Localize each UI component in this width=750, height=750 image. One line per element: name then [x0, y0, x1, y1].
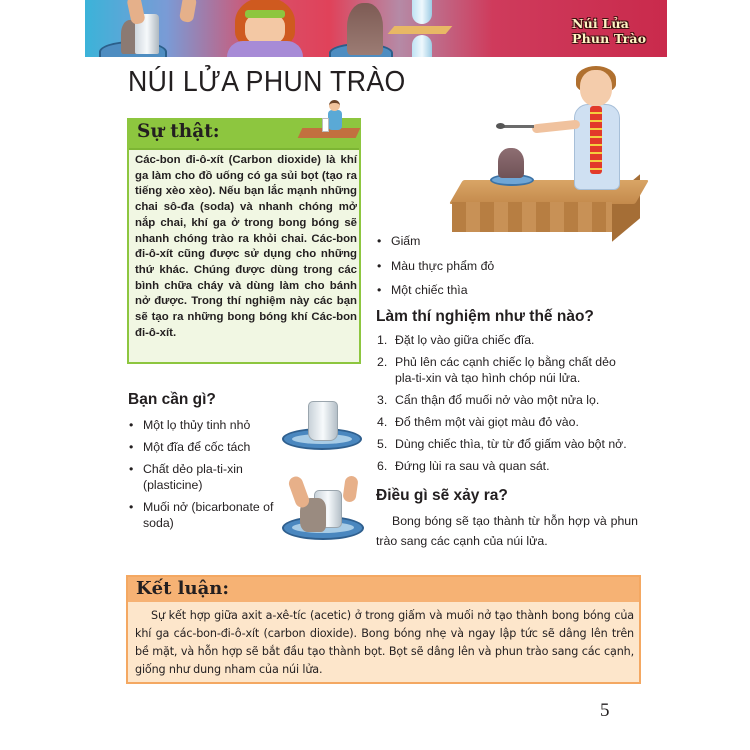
jar-on-plate-illustration — [282, 398, 362, 458]
table-illustration — [298, 128, 361, 138]
boy-head-illustration — [329, 100, 340, 111]
banner-illustration-volcano — [347, 3, 383, 55]
needs-list — [128, 417, 288, 537]
method-step — [376, 392, 638, 408]
boy-with-soda-illustration — [300, 100, 362, 148]
step-number: 4. — [377, 415, 388, 429]
banner-illustration-glasses — [245, 10, 285, 18]
needs-item: • Giấm — [376, 233, 636, 258]
page-title: NÚI LỬA PHUN TRÀO — [128, 66, 406, 98]
conclusion-box — [126, 575, 641, 684]
step-number: 2. — [377, 355, 388, 369]
volcano-model-illustration — [498, 148, 524, 178]
banner-illustration-card — [388, 26, 453, 34]
step-text: Dùng chiếc thìa, từ từ đổ giấm vào bột nở. — [395, 437, 627, 451]
step-number: 6. — [377, 459, 388, 473]
glass-jar-icon — [308, 401, 338, 441]
hand-illustration — [287, 475, 311, 510]
boy-body-illustration — [328, 110, 342, 130]
table-illustration — [452, 202, 612, 232]
step-number: 3. — [377, 393, 388, 407]
banner-illustration-bottle — [412, 0, 432, 24]
needs-item: • Một chiếc thìa — [376, 282, 636, 307]
soda-bottle-icon — [322, 118, 329, 132]
method-step — [376, 458, 638, 474]
step-text: Đặt lọ vào giữa chiếc đĩa. — [395, 333, 535, 347]
conclusion-title: Kết luận: — [136, 578, 229, 599]
page-number: 5 — [600, 700, 610, 721]
fact-box-title: Sự thật: — [137, 121, 220, 142]
banner-illustration-kid-shirt — [227, 41, 303, 57]
scarf-illustration — [590, 106, 602, 174]
girl-head-illustration — [580, 70, 612, 106]
method-steps — [376, 332, 638, 480]
spoon-icon — [502, 125, 534, 128]
needs-item: • Một lọ thủy tinh nhỏ — [128, 417, 288, 433]
step-number: 5. — [377, 437, 388, 451]
needs-item: • Một đĩa để cốc tách — [128, 439, 288, 455]
needs-item: • Màu thực phẩm đỏ — [376, 258, 636, 283]
needs-list-continued — [376, 233, 636, 307]
fact-box-body: Các-bon đi-ô-xít (Carbon dioxide) là khí ga làm cho đồ uống có ga sủi bọt (tạo ra tiếng xèo xèo). Nếu bạn lắc mạnh những chai sô-đa (soda) và nhanh chóng mở nắp chai, khí ga ở trong bong bóng sẽ nhanh chóng trào ra khỏi chai. Các-bon đi-ô-xít cũng được sử dụng cho những thứ khác. Chúng được dùng trong các bình chữa cháy và dùng làm cho bánh nở được. Trong thí nghiệm này các bạn sẽ tạo ra những bong bóng khí Các-bon đi-ô-xít. — [135, 154, 357, 339]
covering-jar-illustration — [282, 476, 364, 546]
result-body: Bong bóng sẽ tạo thành từ hỗn hợp và phun trào sang các cạnh của núi lửa. — [376, 514, 638, 548]
hand-illustration — [342, 475, 358, 503]
girl-pouring-vinegar-illustration — [450, 62, 645, 232]
banner-illustration-bottle — [412, 35, 432, 57]
needs-item: • Chất dẻo pla-ti-xin (plasticine) — [128, 461, 288, 493]
method-step — [376, 354, 638, 386]
step-text: Đổ thêm một vài giọt màu đỏ vào. — [395, 415, 579, 429]
method-heading: Làm thí nghiệm như thế nào? — [376, 308, 594, 325]
result-heading: Điều gì sẽ xảy ra? — [376, 487, 508, 504]
banner-illustration-hand — [179, 0, 197, 23]
method-step — [376, 414, 638, 430]
fact-box — [127, 118, 361, 364]
step-text: Đứng lùi ra sau và quan sát. — [395, 459, 550, 473]
needs-item: • Muối nở (bicarbonate of soda) — [128, 499, 288, 531]
banner-title: Núi Lửa Phun Trào — [572, 16, 647, 46]
header-banner — [85, 0, 667, 57]
step-text: Phủ lên các cạnh chiếc lọ bằng chất dẻo pla-ti-xin và tạo hình chóp núi lửa. — [395, 355, 616, 385]
method-step — [376, 332, 638, 348]
needs-heading: Bạn cần gì? — [128, 391, 216, 408]
method-step — [376, 436, 638, 452]
step-number: 1. — [377, 333, 388, 347]
conclusion-body: Sự kết hợp giữa axit a-xê-tíc (acetic) ở trong giấm và muối nở tạo thành bong bóng của khí ga các-bon-đi-ô-xít (carbon dioxide). Bong bóng nhẹ và ngay lập tức sẽ dâng lên trên bề mặt, và hỗn hợp sẽ bắt đầu tạo thành bọt. Bọt sẽ dâng lên và phun trào sang các cạnh, giống như dung nham của núi lửa. — [135, 609, 634, 676]
step-text: Cẩn thận đổ muối nở vào một nửa lọ. — [395, 393, 600, 407]
